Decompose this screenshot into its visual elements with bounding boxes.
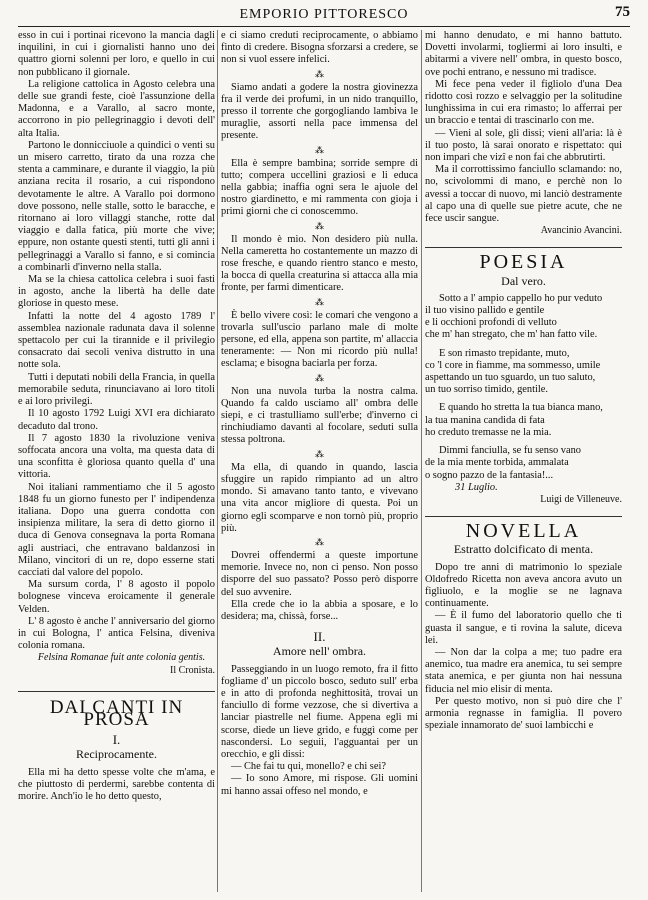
asterism-divider: ⁂ <box>315 68 324 79</box>
paragraph: Il 7 agosto 1830 la rivoluzione veniva soffocata ancora una volta, ma questa data di una sconfitta è gloriosa quanto quella d' una vittoria. <box>18 432 215 481</box>
paragraph: Ma sursum corda, l' 8 agosto il popolo bolognese vinceva eroicamente il generale Velden. <box>18 579 215 615</box>
asterism-divider: ⁂ <box>315 448 324 459</box>
paragraph: Il 10 agosto 1792 Luigi XVI era dichiarato decaduto dal trono. <box>18 408 215 432</box>
chapter-number: I. <box>112 732 121 748</box>
paragraph: Tutti i deputati nobili della Francia, in quella memorabile seduta, rinunciavano ai loro titoli e ai loro privilegi. <box>18 371 215 408</box>
masthead-title: EMPORIO PITTORESCO <box>239 7 409 22</box>
poem-line: E quando ho stretta la tua bianca mano, <box>439 402 603 414</box>
paragraph: — Non dar la colpa a me; tuo padre era anemico, tua madre era anemica, tu sei sempre stata anemica, e per giunta non hai nessuna fiducia nel mio elisir di menta. <box>425 646 622 695</box>
author-signature: Il Cronista. <box>170 664 215 676</box>
chapter-title: Amore nell' ombra. <box>272 644 367 659</box>
poem-date: 31 Luglio. <box>455 481 498 493</box>
paragraph: Dovrei offendermi a queste importune memorie. Invece no, non ci penso. Non posso disporre del suo passato? Posso però disporre del suo avvenire. <box>221 549 418 598</box>
paragraph: Dopo tre anni di matrimonio lo speziale Oldofredo Ricetta non aveva ancora avuto un figliuolo, e la moglie se ne lagnava continuamente. <box>425 561 622 610</box>
poem-line: il tuo visino pallido e gentile <box>425 305 545 317</box>
poem-line: e li occhioni profondi di velluto <box>425 317 557 329</box>
paragraph: Partono le donnicciuole a quindici o venti su un misero carretto, tirato da una rozza che stenta a camminare, e durante il viaggio, la più anziana recita il rosario, a cui rispondono devotamente le altre. A Varallo poi dormono dove possono, nelle stalle, sotto le baracche, e ritornano ai loro villaggi stanche, rotte dal viaggio e dalla fatica, più morte che vive; eppure, non ostante questi stenti, tutti gli anni i pellegrinaggi a Varallo si fanno, e si comincia a combinarli d'inverno nella stalla. <box>18 139 215 273</box>
paragraph: e ci siamo creduti reciprocamente, o abbiamo finto di credere. Bisogna sforzarsi a credere, se non si vuol essere infelici. <box>221 30 418 66</box>
paragraph: — Vieni al sole, gli dissi; vieni all'aria: là è il tuo posto, là sarai onorato e rispettato: qui non impari che vizî e non fai che abbrutirti. <box>425 127 622 164</box>
paragraph: mi hanno denudato, e mi hanno battuto. Dovetti involarmi, togliermi ai loro insulti, e abitarmi a vivere nell' ombra, in questo bosco, ove pochi entrano, e nessuno mi tradisce. <box>425 30 622 78</box>
novella-section-title: NOVELLA <box>425 516 622 537</box>
paragraph: Mi fece pena veder il figliolo d'una Dea ridotto così rozzo e selvaggio per la solitudine lunghissima in cui era rimasto; lo afferrai per un braccio e tentai di trascinarlo con me. <box>425 78 622 127</box>
paragraph: — Io sono Amore, mi rispose. Gli uomini mi hanno assai offeso nel mondo, e <box>221 773 418 797</box>
poem-line: la tua manina candida di fata <box>425 414 545 426</box>
paragraph: Per questo motivo, non si può dire che l' armonia regnasse in famiglia. Il povero speziale innamorato de' suoi lambicchi e <box>425 695 622 732</box>
column-divider <box>421 30 422 892</box>
poem <box>425 293 622 506</box>
poem-line: che m' han stregato, che m' han fatto vile. <box>425 329 598 341</box>
poetry-section-title: POESIA <box>425 247 622 268</box>
paragraph: L' 8 agosto è anche l' anniversario del giorno in cui Bologna, l' antica Felsina, diveniva colonia romana. <box>18 615 215 652</box>
paragraph: esso in cui i portinai ricevono la mancia dagli inquilini, in cui i giornalisti hanno uno dei quattro giorni solenni per loro, e quello in cui non pubblicano il giornale. <box>18 30 215 78</box>
paragraph: Ella crede che io la abbia a sposare, e lo desidera; ma, chissà, forse... <box>221 598 418 622</box>
paragraph: Il mondo è mio. Non desidero più nulla. Nella cameretta ho costantemente un mazzo di rose fresche, e quando rientro stanco e mesto, la bocca di quella creaturina si attacca alla mia fronte, per farmi dimenticare. <box>221 233 418 294</box>
paragraph: Noi italiani rammentiamo che il 5 agosto 1848 fu un giorno funesto per l' indipendenza italiana. Dopo una guerra condotta con insipienza militare, la sera di detto giorno il duca di Genova consegnava la porta Romana agli austriaci, che entravano baldanzosi in Milano, vincitori di un re, dopo esserne stati cacciati dal valore del popolo. <box>18 481 215 578</box>
page-header <box>18 4 630 27</box>
poem-line: un tuo sorriso timido, gentile. <box>425 384 548 396</box>
poem-title: Dal vero. <box>501 273 546 288</box>
paragraph: — È il fumo del laboratorio quello che ti guasta il sangue, e ti rovina la salute, diceva lei. <box>425 610 622 646</box>
poem-signature: Luigi de Villeneuve. <box>540 493 622 505</box>
page-number: 75 <box>615 4 630 20</box>
poem-line: aspettando un tuo sguardo, un tuo saluto, <box>425 372 596 384</box>
poem-line: o sogno pazzo de la fantasia!... <box>425 469 554 481</box>
asterism-divider: ⁂ <box>315 144 324 155</box>
paragraph: La religione cattolica in Agosto celebra una delle sue grandi feste, cioè l'assunzione della Madonna, e a Varallo, al sacro monte, accorrono in pio pellegrinaggio i devoti dell' alta Italia. <box>18 78 215 139</box>
chapter-number: II. <box>313 629 326 645</box>
poem-line: ho creduto tremasse ne la mia. <box>425 426 552 438</box>
paragraph: È bello vivere così: le comari che vengono a trovarla sull'uscio parlano male di molte persone, ed ella, appena son partite, m' allaccia teneramente: — Non mi ricordo più nulla! esclama; e bisogna baciarla per forza. <box>221 309 418 370</box>
section-title: DAI CANTI IN PROSA <box>18 691 215 726</box>
chapter-title: Reciprocamente. <box>76 747 157 762</box>
column-1 <box>18 30 215 892</box>
poem-line: Sotto a l' ampio cappello ho pur veduto <box>439 292 603 304</box>
asterism-divider: ⁂ <box>315 536 324 547</box>
author-signature: Avancinio Avancini. <box>540 225 622 237</box>
paragraph: Ella è sempre bambina; sorride sempre di tutto; compera uccellini graziosi e li educa nella gabbia; inaffia ogni sera le ajuole del nostro giardinetto, e mi rammenta con gioja i primi giorni che ci conoscemmo. <box>221 157 418 218</box>
paragraph: Siamo andati a godere la nostra giovinezza fra il verde dei profumi, in un nido tranquillo, presso il torrente che gorgogliando lambiva le muraglie, assorti nella pace immensa del presente. <box>221 81 418 142</box>
paragraph: — Che fai tu qui, monello? e chi sei? <box>231 761 386 773</box>
column-divider <box>217 30 218 892</box>
paragraph: Ma se la chiesa cattolica celebra i suoi fasti in agosto, anche la libertà ha delle date gloriose in questo mese. <box>18 274 215 310</box>
asterism-divider: ⁂ <box>315 372 324 383</box>
column-2 <box>221 30 418 892</box>
poem-line: Dimmi fanciulla, se fu senso vano <box>439 445 581 457</box>
latin-motto: Felsina Romanae fuit ante colonia gentis. <box>37 652 206 664</box>
column-3 <box>425 30 622 892</box>
paragraph: Passeggiando in un luogo remoto, fra il fitto fogliame d' un piccolo bosco, seduto sull' erba e in atto di profonda neghittosità, trovai un fanciullo di forme vezzose, che si divertiva a lanciar piastrelle nel fiume. Appena egli mi scorse, diede un lieve grido, e fuggì come per nascondersi. Lo seguii, l'agguantai per un orecchio, e gli dissi: <box>221 663 418 760</box>
paragraph: Ma il corrottissimo fanciullo sclamando: no, no, scivolommi di mano, e perchè non lo avessi a toccar di nuovo, mi lanciò destramente al capo una di quelle sue pietre acute, che ne fece uscir sangue. <box>425 164 622 225</box>
poem-line: co 'l core in fiamme, ma sommesso, umile <box>425 359 601 371</box>
poem-line: E son rimasto trepidante, muto, <box>439 347 570 359</box>
asterism-divider: ⁂ <box>315 220 324 231</box>
paragraph: Non una nuvola turba la nostra calma. Quando fa caldo usciamo all' ombra delle siepi, e ci trastulliamo sull'erbe; d'inverno ci rinchiudiamo davanti al focolare, seduti sulla stessa poltrona. <box>221 385 418 446</box>
paragraph: Ella mi ha detto spesse volte che m'ama, e che piuttosto di perdermi, sarebbe contenta di morire. Anch'io le ho detto questo, <box>18 766 215 802</box>
paragraph: Infatti la notte del 4 agosto 1789 l' assemblea nazionale radunata dava il solenne spettacolo per cui la tirannide e il privilegio consacrato dai secoli veniva distrutto in una notte sola. <box>18 310 215 371</box>
paragraph: Ma ella, di quando in quando, lascia sfuggire un rapido rimpianto ad un altro mondo. Si amavano tanto tanto, e vivevano una vita ancor migliore di questa. Poi un giorno egli scomparve e non tornò più, proprio più. <box>221 461 418 534</box>
poem-line: de la mia mente torbida, ammalata <box>425 457 569 469</box>
asterism-divider: ⁂ <box>315 296 324 307</box>
novella-title: Estratto dolcificato di menta. <box>453 542 594 557</box>
